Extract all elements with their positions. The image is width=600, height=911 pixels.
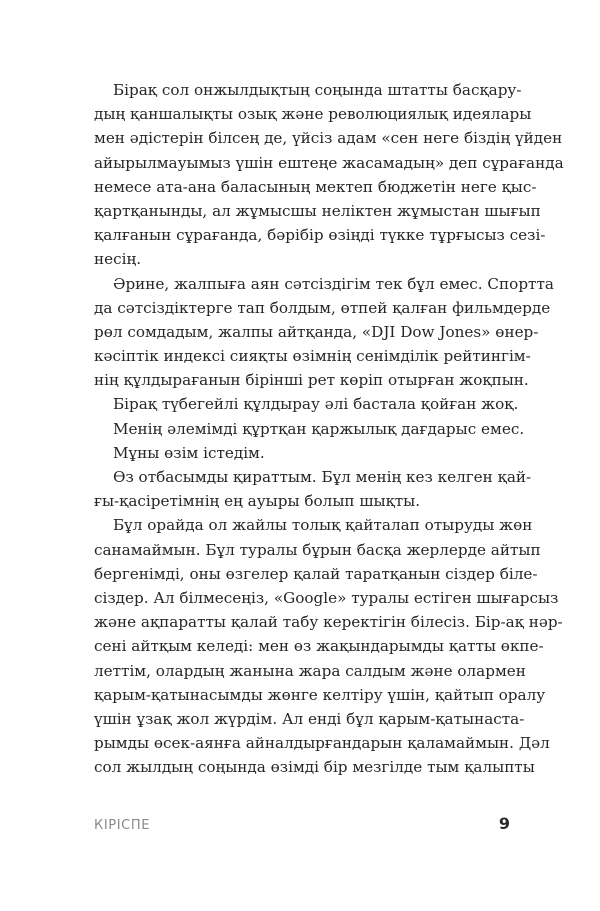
- running-footer-section: КІРІСПЕ: [94, 818, 151, 833]
- text-line: нің құлдырағанын бірінші рет көріп отырған жоқпын.: [94, 371, 529, 390]
- text-line: үшін ұзақ жол жүрдім. Ал енді бұл қарым-қатынаста-: [94, 709, 525, 728]
- text-line: ғы-қасіретімнің ең ауыры болып шықты.: [94, 492, 421, 511]
- text-line: немесе ата-ана баласының мектеп бюджетін неге қыс-: [94, 177, 537, 196]
- text-line: сіздер. Ал білмесеңіз, «Google» туралы естіген шығарсыз: [94, 588, 559, 607]
- text-line: қарым-қатынасымды жөнге келтіру үшін, қайтып оралу: [94, 685, 546, 704]
- text-line: несің.: [94, 250, 142, 269]
- text-line: рымды өсек-аянға айналдырғандарын қаламаймын. Дәл: [94, 734, 550, 753]
- text-line: дың қаншалықты озық және революциялық идеялары: [94, 105, 532, 124]
- text-line: қалғанын сұрағанда, бәрібір өзіңді түкке тұрғысыз сезі-: [94, 226, 546, 245]
- text-line: санамаймын. Бұл туралы бұрын басқа жерлерде айтып: [94, 540, 541, 559]
- body-text: [94, 78, 564, 779]
- text-line: Әрине, жалпыға аян сәтсіздігім тек бұл емес. Спортта: [113, 274, 554, 293]
- text-line: қартқанынды, ал жұмысшы неліктен жұмыстан шығып: [94, 201, 541, 220]
- page-number: 9: [498, 814, 510, 833]
- text-line: Мұны өзім істедім.: [113, 443, 265, 462]
- text-line: Бірақ түбегейлі құлдырау әлі басталa қойған жоқ.: [113, 395, 519, 414]
- text-line: Бірақ сол онжылдықтың соңында штатты басқару-: [113, 81, 522, 99]
- text-line: рөл сомдадым, жалпы айтқанда, «DJI Dow Jones» өнер-: [94, 322, 539, 341]
- text-line: сол жылдың соңында өзімді бір мезгілде тым қалыпты: [94, 758, 535, 777]
- text-line: бергенімді, оны өзгелер қалай таратқанын сіздер біле-: [94, 564, 538, 583]
- text-line: Өз отбасымды қираттым. Бұл менің кез келген қай-: [113, 468, 532, 486]
- text-line: кәсіптік индексі сияқты өзімнің сенімділік рейтингім-: [94, 347, 531, 366]
- text-line: сені айтқым келеді: мен өз жақындарымды қатты өкпе-: [94, 637, 544, 656]
- text-line: және ақпаратты қалай табу керектігін білесіз. Бір-ақ нәр-: [94, 613, 563, 632]
- text-line: айырылмауымыз үшін ештеңе жасамадың» деп сұрағанда: [94, 153, 564, 172]
- text-line: Менің әлемімді құртқан қаржылық дағдарыс емес.: [113, 419, 525, 438]
- text-line: Бұл орайда ол жайлы толық қайталап отыруды жөн: [113, 516, 533, 535]
- text-line: леттім, олардың жанына жара салдым және олармен: [94, 661, 526, 680]
- text-line: мен әдістерін білсең де, үйсіз адам «сен неге біздің үйден: [94, 129, 563, 148]
- text-line: да сәтсіздіктерге тап болдым, өтпей қалған фильмдерде: [94, 298, 551, 317]
